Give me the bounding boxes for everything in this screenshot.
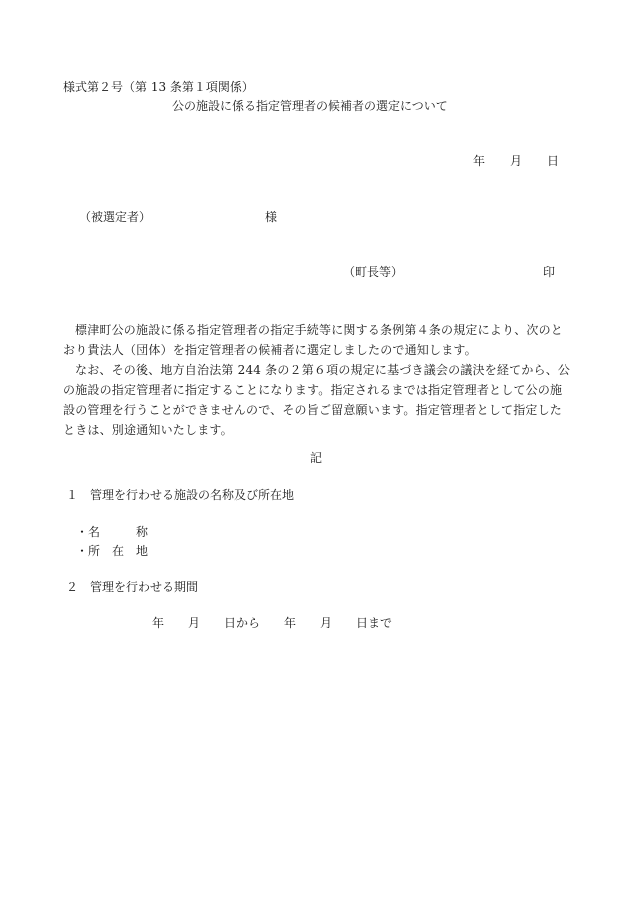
facility-location-item: ・所 在 地 (76, 544, 149, 558)
addressee-honorific: 様 (265, 210, 278, 224)
section-1-heading: １ 管理を行わせる施設の名称及び所在地 (66, 488, 295, 502)
date-day-label: 日 (547, 154, 560, 168)
body-paragraph-2: なお、その後、地方自治法第 244 条の２第６項の規定に基づき議会の議決を経てから、公の施設の指定管理者に指定することになります。指定されるまでは指定管理者として公の施設の管理を行うことができませんので、その旨ご留意願います。指定管理者として指定したときは、別途通知いたします。 (63, 363, 571, 437)
form-number-header: 様式第２号（第 13 条第１項関係） (63, 80, 254, 94)
section-2-heading: ２ 管理を行わせる期間 (66, 580, 199, 594)
body-paragraph-1: 標津町公の施設に係る指定管理者の指定手続等に関する条例第４条の規定により、次のとおり貴法人（団体）を指定管理者の候補者に選定しましたので通知します。 (63, 323, 564, 357)
addressee-label: （被選定者） (79, 210, 152, 224)
sender-label: （町長等） (343, 265, 404, 279)
notice-body (63, 320, 571, 440)
document-title: 公の施設に係る指定管理者の候補者の選定について (172, 99, 448, 113)
date-year-label: 年 (473, 154, 486, 168)
seal-mark: 印 (543, 265, 556, 279)
facility-name-item: ・名 称 (76, 525, 149, 539)
management-period: 年 月 日から 年 月 日まで (152, 616, 393, 630)
date-month-label: 月 (510, 154, 523, 168)
ki-marker: 記 (310, 451, 323, 465)
